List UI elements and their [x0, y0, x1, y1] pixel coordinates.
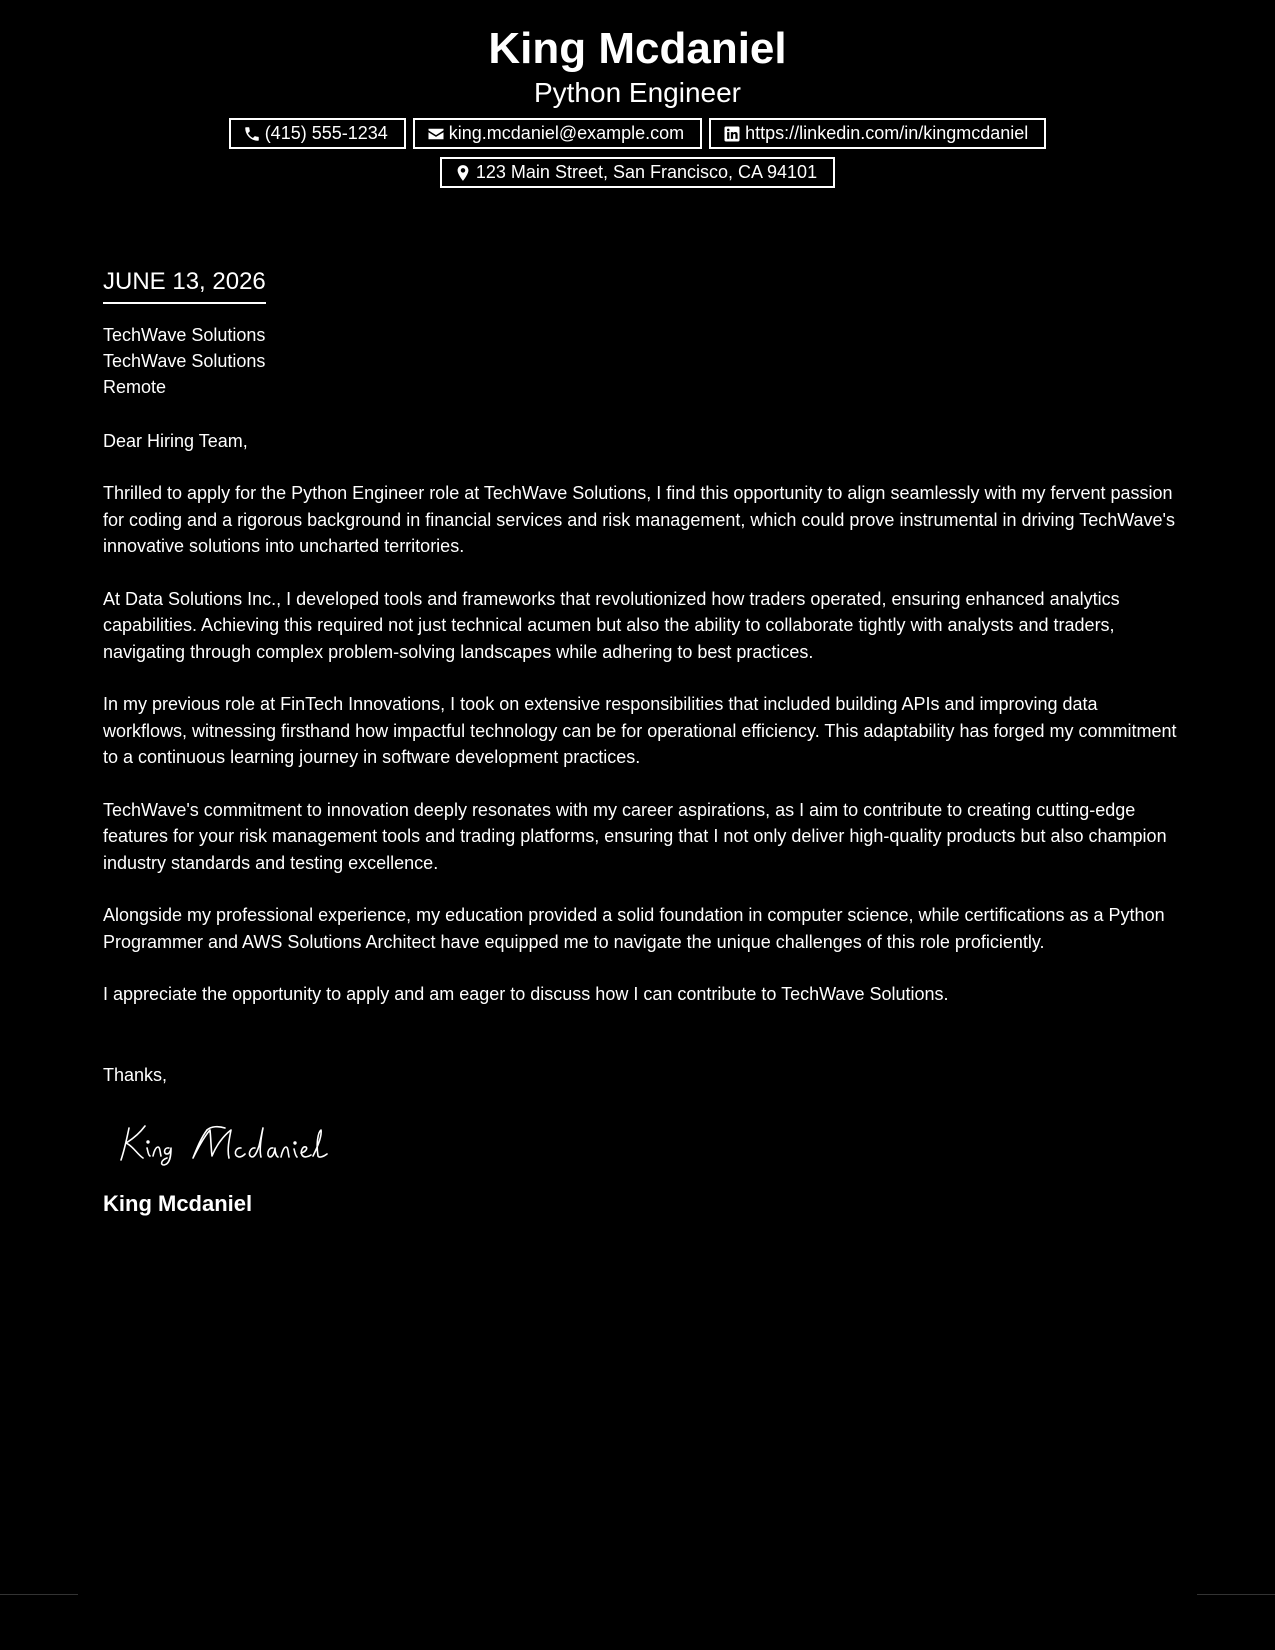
applicant-name: King Mcdaniel: [488, 24, 787, 73]
envelope-icon: [427, 125, 445, 143]
linkedin-chip[interactable]: [709, 118, 1046, 149]
letter-paragraph: Alongside my professional experience, my education provided a solid foundation in computer science, while certifications as a Python Programmer and AWS Solutions Architect have equipped me to navigate the unique challenges of this role proficiently.: [103, 905, 1165, 952]
linkedin-icon: [723, 125, 741, 143]
recipient-line: Remote: [103, 377, 167, 397]
email-chip[interactable]: [413, 118, 702, 149]
signed-name: King Mcdaniel: [103, 1190, 253, 1216]
closing: Thanks,: [103, 1064, 168, 1085]
footer-divider-right: [1197, 1594, 1275, 1595]
map-pin-icon: [454, 164, 472, 182]
contact-list: [0, 118, 1275, 188]
email-text: king.mcdaniel@example.com: [448, 123, 685, 143]
address-chip[interactable]: [440, 157, 835, 188]
recipient-block: [103, 322, 1178, 400]
letter-paragraph: I appreciate the opportunity to apply and am eager to discuss how I can contribute to TechWave Solutions.: [103, 984, 949, 1004]
footer-divider-left: [0, 1594, 78, 1595]
linkedin-text: https://linkedin.com/in/kingmcdaniel: [745, 123, 1029, 143]
salutation: Dear Hiring Team,: [103, 431, 248, 451]
phone-text: (415) 555-1234: [264, 123, 388, 143]
job-title: Python Engineer: [533, 77, 742, 108]
letter-paragraph: Thrilled to apply for the Python Engineer role at TechWave Solutions, I find this opportunity to align seamlessly with my fervent passion for coding and a rigorous background in financial services and risk management, which could prove instrumental in driving TechWave's innovative solutions into uncharted territories.: [103, 483, 1175, 556]
letter-paragraph: TechWave's commitment to innovation deeply resonates with my career aspirations, as I aim to contribute to creating cutting-edge features for your risk management tools and trading platforms, ensuring that I not only deliver high-quality products but also champion industry standards and testing excellence.: [103, 799, 1167, 873]
letter-header: [0, 22, 1275, 188]
letter-paragraph: At Data Solutions Inc., I developed tools and frameworks that revolutionized how traders operated, ensuring enhanced analytics capabilities. Achieving this required not just technical acumen but also the ability to collaborate tightly with analysts and traders, navigating through complex problem-solving landscapes while adhering to best practices.: [103, 588, 1120, 662]
letter-body: [103, 266, 1178, 1218]
handwritten-signature: [115, 1116, 1178, 1168]
phone-icon: [243, 125, 261, 143]
address-text: 123 Main Street, San Francisco, CA 94101: [475, 162, 818, 182]
letter-date: JUNE 13, 2026: [103, 266, 266, 304]
recipient-line: TechWave Solutions: [103, 325, 266, 345]
letter-paragraph: In my previous role at FinTech Innovations, I took on extensive responsibilities that included building APIs and improving data workflows, witnessing firsthand how impactful technology can be for operational efficiency. This adaptability has forged my commitment to a continuous learning journey in software development practices.: [103, 694, 1177, 767]
signature-image: [115, 1116, 355, 1168]
recipient-line: TechWave Solutions: [103, 351, 266, 371]
phone-chip[interactable]: [229, 118, 406, 149]
